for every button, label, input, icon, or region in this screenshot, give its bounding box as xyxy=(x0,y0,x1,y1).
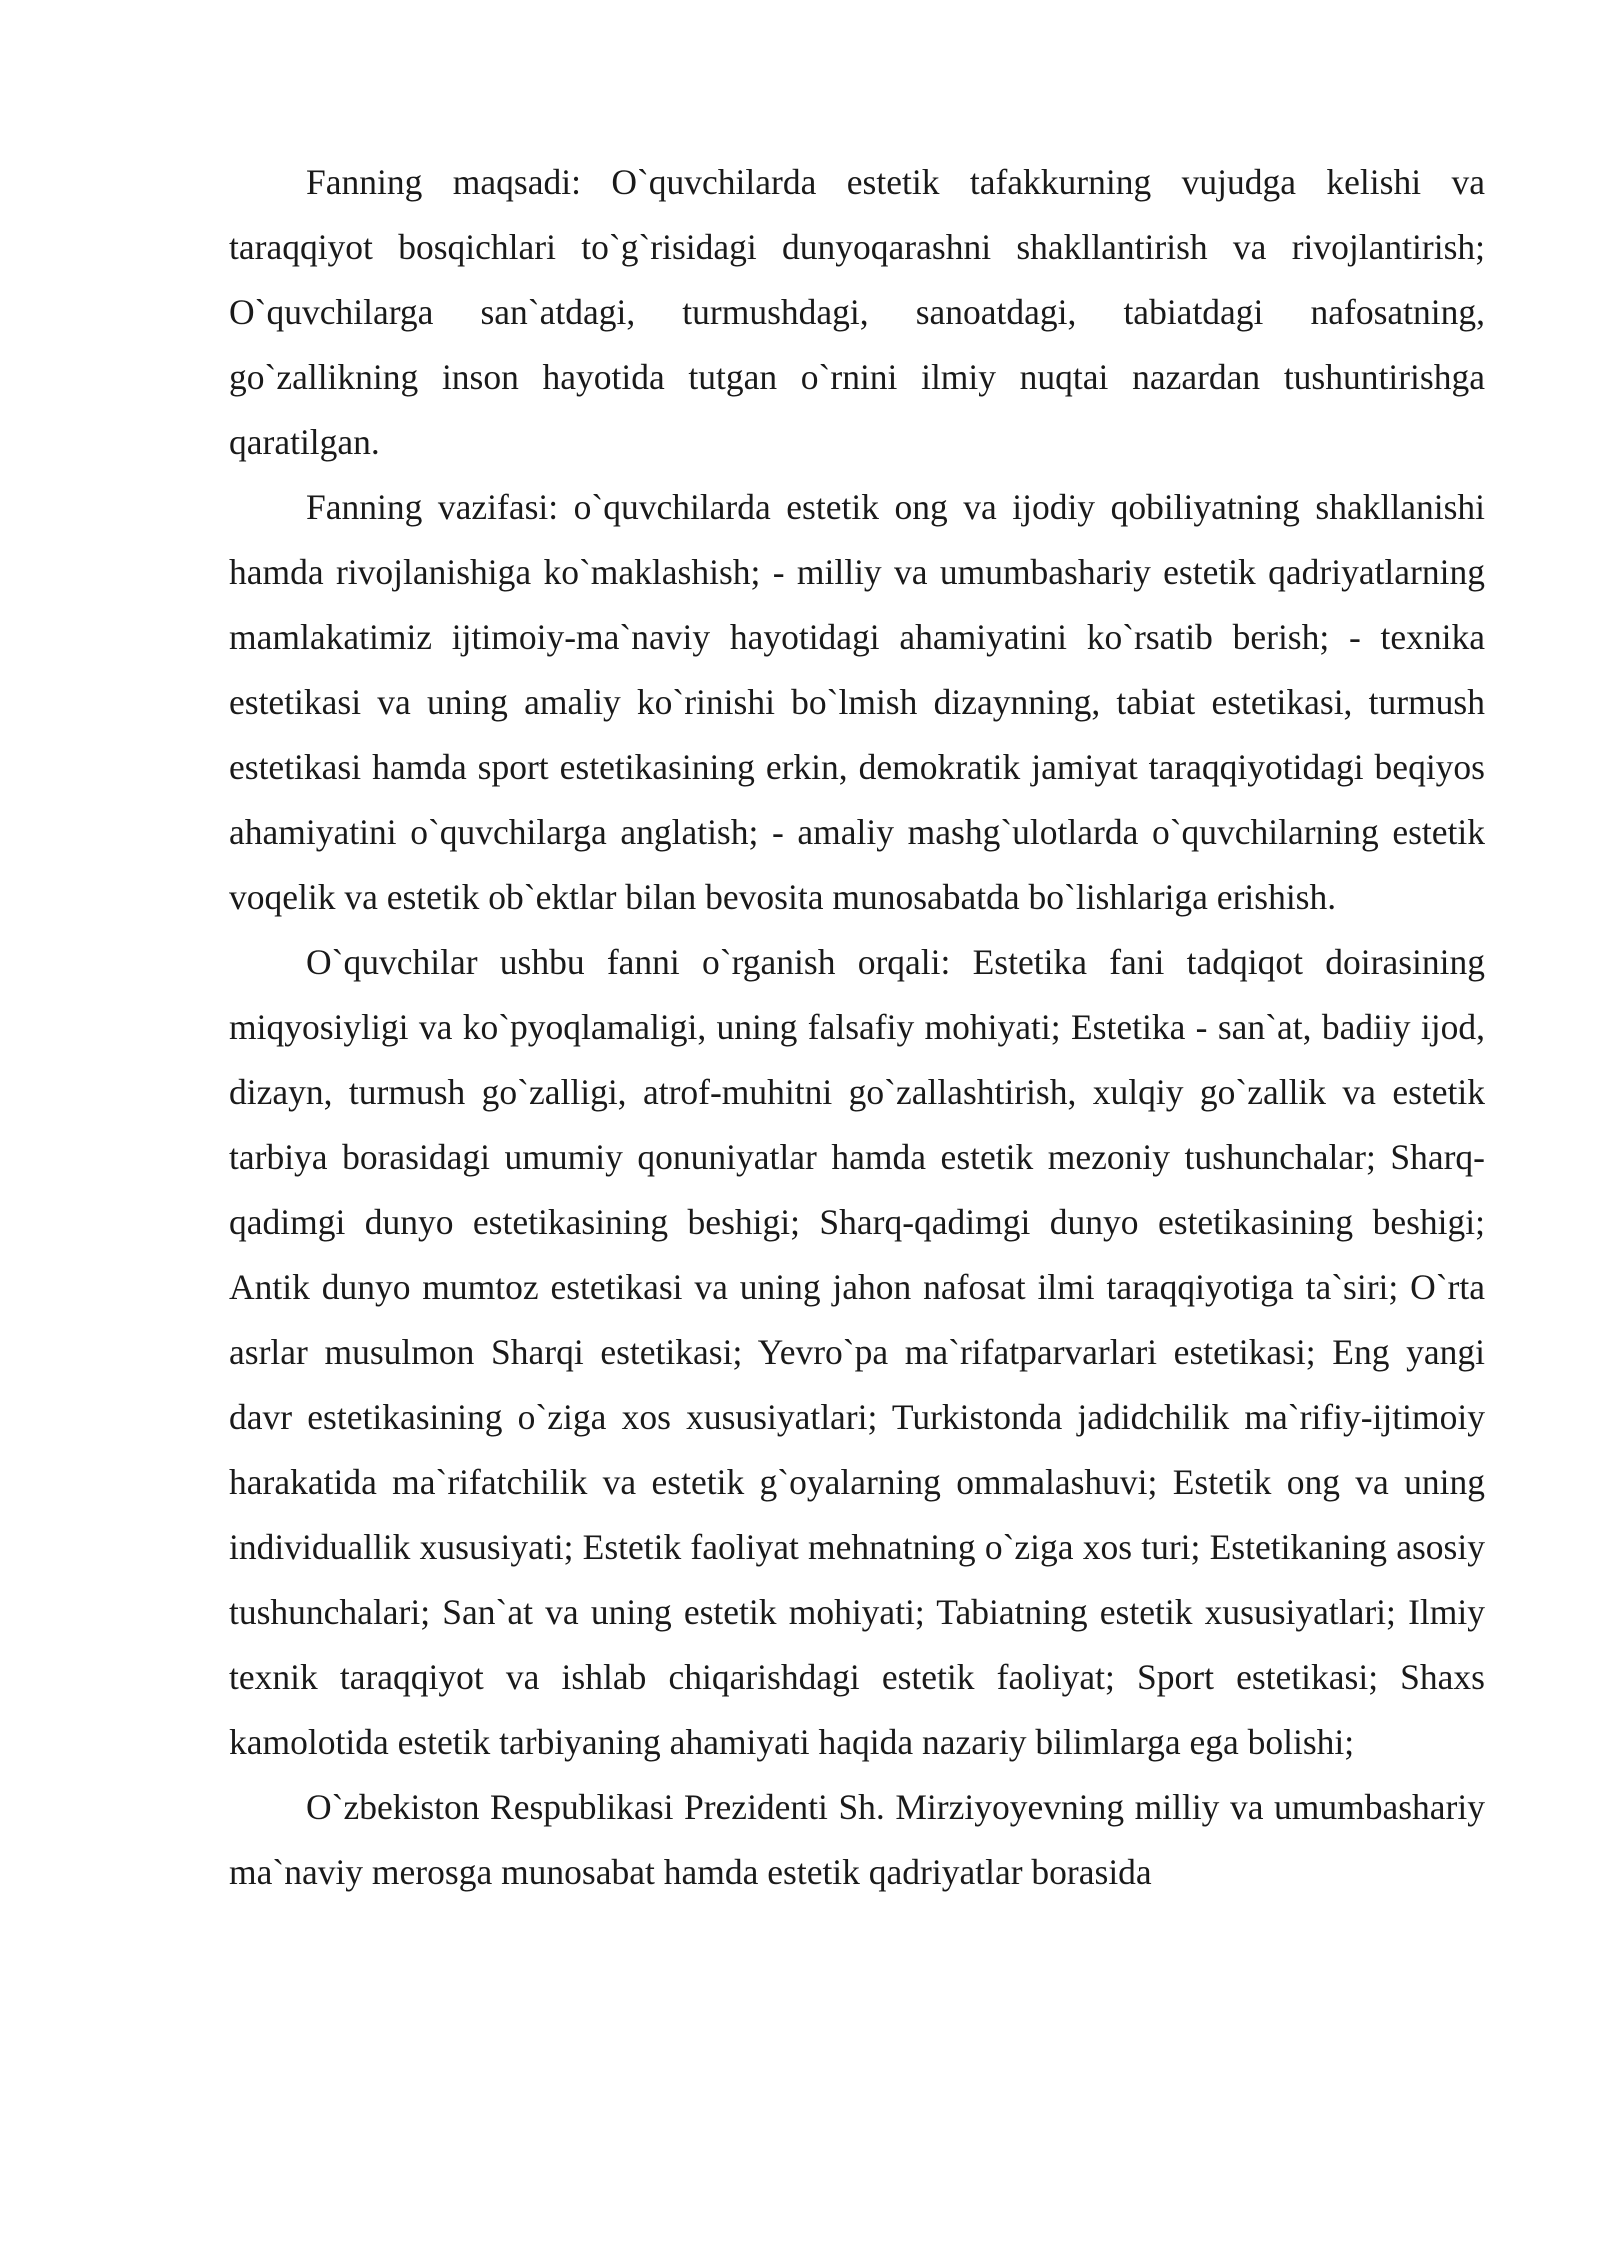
paragraph-learning-outcomes: O`quvchilar ushbu fanni o`rganish orqali: Estetika fani tadqiqot doirasining miqyosiyligi va ko`pyoqlamaligi, uning falsafiy mohiyati; Estetika - san`at, badiiy ijod, dizayn, turmush go`zalligi, atrof-muhitni go`zallashtirish, xulqiy go`zallik va estetik tarbiya borasidagi umumiy qonuniyatlar hamda estetik mezoniy tushunchalar; Sharq-qadimgi dunyo estetikasining beshigi; Sharq-qadimgi dunyo estetikasining beshigi; Antik dunyo mumtoz estetikasi va uning jahon nafosat ilmi taraqqiyotiga ta`siri; O`rta asrlar musulmon Sharqi estetikasi; Yevro`pa ma`rifatparvarlari estetikasi; Eng yangi davr estetikasining o`ziga xos xususiyatlari; Turkistonda jadidchilik ma`rifiy-ijtimoiy harakatida ma`rifatchilik va estetik g`oyalarning ommalashuvi; Estetik ong va uning individuallik xususiyati; Estetik faoliyat mehnatning o`ziga xos turi; Estetikaning asosiy tushunchalari; San`at va uning estetik mohiyati; Tabiatning estetik xususiyatlari; Ilmiy texnik taraqqiyot va ishlab chiqarishdagi estetik faoliyat; Sport estetikasi; Shaxs kamolotida estetik tarbiyaning ahamiyati haqida nazariy bilimlarga ega bolishi; xyxy=(229,942,1485,1762)
paragraph-course-goal: Fanning maqsadi: O`quvchilarda estetik tafakkurning vujudga kelishi va taraqqiyot bosqichlari to`g`risidagi dunyoqarashni shakllantirish va rivojlantirish; O`quvchilarga san`atdagi, turmushdagi, sanoatdagi, tabiatdagi nafosatning, go`zallikning inson hayotida tutgan o`rnini ilmiy nuqtai nazardan tushuntirishga qaratilgan. xyxy=(229,162,1485,462)
document-body xyxy=(229,150,1485,1905)
paragraph-president-reference: O`zbekiston Respublikasi Prezidenti Sh. Mirziyoyevning milliy va umumbashariy ma`naviy merosga munosabat hamda estetik qadriyatlar borasida xyxy=(229,1787,1485,1892)
paragraph-course-tasks: Fanning vazifasi: o`quvchilarda estetik ong va ijodiy qobiliyatning shakllanishi hamda rivojlanishiga ko`maklashish; - milliy va umumbashariy estetik qadriyatlarning mamlakatimiz ijtimoiy-ma`naviy hayotidagi ahamiyatini ko`rsatib berish; - texnika estetikasi va uning amaliy ko`rinishi bo`lmish dizaynning, tabiat estetikasi, turmush estetikasi hamda sport estetikasining erkin, demokratik jamiyat taraqqiyotidagi beqiyos ahamiyatini o`quvchilarga anglatish; - amaliy mashg`ulotlarda o`quvchilarning estetik voqelik va estetik ob`ektlar bilan bevosita munosabatda bo`lishlariga erishish. xyxy=(229,487,1485,917)
